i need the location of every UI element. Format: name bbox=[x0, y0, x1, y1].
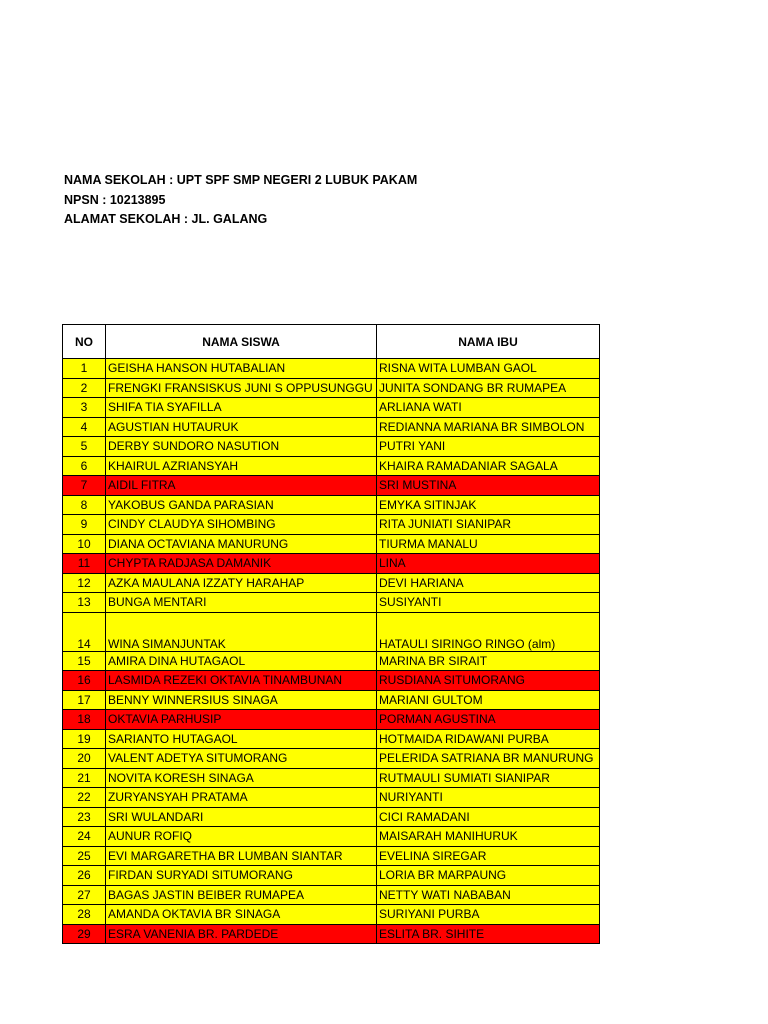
cell-nama-siswa: AMIRA DINA HUTAGAOL bbox=[106, 651, 377, 671]
cell-nama-siswa: BAGAS JASTIN BEIBER RUMAPEA bbox=[106, 885, 377, 905]
table-row bbox=[63, 417, 600, 437]
cell-nama-siswa: AZKA MAULANA IZZATY HARAHAP bbox=[106, 573, 377, 593]
cell-nama-siswa: FRENGKI FRANSISKUS JUNI S OPPUSUNGGU bbox=[106, 378, 377, 398]
cell-no: 5 bbox=[63, 437, 106, 457]
table-row bbox=[63, 495, 600, 515]
cell-nama-siswa: WINA SIMANJUNTAK bbox=[106, 612, 377, 651]
cell-no: 26 bbox=[63, 866, 106, 886]
column-header-no: NO bbox=[63, 325, 106, 359]
cell-no: 21 bbox=[63, 768, 106, 788]
table-row bbox=[63, 924, 600, 944]
cell-nama-ibu: KHAIRA RAMADANIAR SAGALA bbox=[377, 456, 600, 476]
school-header bbox=[64, 171, 417, 230]
cell-nama-siswa: YAKOBUS GANDA PARASIAN bbox=[106, 495, 377, 515]
table-row bbox=[63, 515, 600, 535]
cell-no: 6 bbox=[63, 456, 106, 476]
cell-no: 27 bbox=[63, 885, 106, 905]
cell-nama-siswa: SARIANTO HUTAGAOL bbox=[106, 729, 377, 749]
cell-nama-siswa: FIRDAN SURYADI SITUMORANG bbox=[106, 866, 377, 886]
cell-nama-siswa: CINDY CLAUDYA SIHOMBING bbox=[106, 515, 377, 535]
cell-nama-siswa: SRI WULANDARI bbox=[106, 807, 377, 827]
table-row bbox=[63, 437, 600, 457]
cell-nama-ibu: HATAULI SIRINGO RINGO (alm) bbox=[377, 612, 600, 651]
cell-no: 1 bbox=[63, 359, 106, 379]
cell-no: 19 bbox=[63, 729, 106, 749]
table-body bbox=[63, 359, 600, 944]
cell-no: 18 bbox=[63, 710, 106, 730]
cell-nama-siswa: ESRA VANENIA BR. PARDEDE bbox=[106, 924, 377, 944]
cell-nama-ibu: RITA JUNIATI SIANIPAR bbox=[377, 515, 600, 535]
cell-nama-ibu: EMYKA SITINJAK bbox=[377, 495, 600, 515]
cell-no: 7 bbox=[63, 476, 106, 496]
table-row bbox=[63, 827, 600, 847]
cell-nama-siswa: KHAIRUL AZRIANSYAH bbox=[106, 456, 377, 476]
cell-nama-ibu: CICI RAMADANI bbox=[377, 807, 600, 827]
table-row bbox=[63, 456, 600, 476]
table-row bbox=[63, 671, 600, 691]
table-row bbox=[63, 554, 600, 574]
cell-no: 23 bbox=[63, 807, 106, 827]
cell-nama-siswa: NOVITA KORESH SINAGA bbox=[106, 768, 377, 788]
cell-nama-siswa: CHYPTA RADJASA DAMANIK bbox=[106, 554, 377, 574]
cell-nama-ibu: RUTMAULI SUMIATI SIANIPAR bbox=[377, 768, 600, 788]
cell-nama-siswa: VALENT ADETYA SITUMORANG bbox=[106, 749, 377, 769]
cell-no: 9 bbox=[63, 515, 106, 535]
cell-nama-siswa: BUNGA MENTARI bbox=[106, 593, 377, 613]
table-row bbox=[63, 378, 600, 398]
cell-nama-siswa: LASMIDA REZEKI OKTAVIA TINAMBUNAN bbox=[106, 671, 377, 691]
cell-nama-ibu: PELERIDA SATRIANA BR MANURUNG bbox=[377, 749, 600, 769]
cell-no: 8 bbox=[63, 495, 106, 515]
cell-nama-siswa: SHIFA TIA SYAFILLA bbox=[106, 398, 377, 418]
cell-nama-ibu: HOTMAIDA RIDAWANI PURBA bbox=[377, 729, 600, 749]
cell-no: 17 bbox=[63, 690, 106, 710]
cell-nama-siswa: BENNY WINNERSIUS SINAGA bbox=[106, 690, 377, 710]
cell-nama-ibu: REDIANNA MARIANA BR SIMBOLON bbox=[377, 417, 600, 437]
cell-no: 10 bbox=[63, 534, 106, 554]
table-row bbox=[63, 729, 600, 749]
table-row bbox=[63, 690, 600, 710]
cell-nama-ibu: NURIYANTI bbox=[377, 788, 600, 808]
column-header-nama-ibu: NAMA IBU bbox=[377, 325, 600, 359]
table-header-row bbox=[63, 325, 600, 359]
cell-no: 12 bbox=[63, 573, 106, 593]
cell-nama-siswa: ZURYANSYAH PRATAMA bbox=[106, 788, 377, 808]
cell-nama-siswa: AUNUR ROFIQ bbox=[106, 827, 377, 847]
cell-no: 4 bbox=[63, 417, 106, 437]
cell-nama-siswa: EVI MARGARETHA BR LUMBAN SIANTAR bbox=[106, 846, 377, 866]
cell-no: 29 bbox=[63, 924, 106, 944]
cell-nama-ibu: NETTY WATI NABABAN bbox=[377, 885, 600, 905]
cell-no: 22 bbox=[63, 788, 106, 808]
table-row bbox=[63, 807, 600, 827]
cell-nama-ibu: LORIA BR MARPAUNG bbox=[377, 866, 600, 886]
table-row bbox=[63, 768, 600, 788]
cell-no: 25 bbox=[63, 846, 106, 866]
cell-nama-ibu: MAISARAH MANIHURUK bbox=[377, 827, 600, 847]
cell-nama-siswa: GEISHA HANSON HUTABALIAN bbox=[106, 359, 377, 379]
table-row bbox=[63, 612, 600, 651]
table-row bbox=[63, 476, 600, 496]
cell-nama-ibu: LINA bbox=[377, 554, 600, 574]
cell-no: 14 bbox=[63, 612, 106, 651]
table-row bbox=[63, 593, 600, 613]
cell-nama-siswa: AMANDA OKTAVIA BR SINAGA bbox=[106, 905, 377, 925]
cell-no: 2 bbox=[63, 378, 106, 398]
cell-no: 13 bbox=[63, 593, 106, 613]
cell-nama-ibu: DEVI HARIANA bbox=[377, 573, 600, 593]
column-header-nama-siswa: NAMA SISWA bbox=[106, 325, 377, 359]
cell-nama-ibu: RISNA WITA LUMBAN GAOL bbox=[377, 359, 600, 379]
table-row bbox=[63, 534, 600, 554]
cell-nama-siswa: AIDIL FITRA bbox=[106, 476, 377, 496]
cell-nama-siswa: DERBY SUNDORO NASUTION bbox=[106, 437, 377, 457]
table-row bbox=[63, 866, 600, 886]
cell-no: 16 bbox=[63, 671, 106, 691]
cell-nama-ibu: EVELINA SIREGAR bbox=[377, 846, 600, 866]
cell-nama-ibu: PUTRI YANI bbox=[377, 437, 600, 457]
table-row bbox=[63, 398, 600, 418]
table-row bbox=[63, 359, 600, 379]
cell-nama-ibu: MARINA BR SIRAIT bbox=[377, 651, 600, 671]
cell-nama-ibu: SUSIYANTI bbox=[377, 593, 600, 613]
table-row bbox=[63, 651, 600, 671]
cell-nama-ibu: JUNITA SONDANG BR RUMAPEA bbox=[377, 378, 600, 398]
cell-nama-ibu: SURIYANI PURBA bbox=[377, 905, 600, 925]
cell-no: 15 bbox=[63, 651, 106, 671]
cell-nama-siswa: AGUSTIAN HUTAURUK bbox=[106, 417, 377, 437]
student-table bbox=[62, 324, 600, 944]
table-row bbox=[63, 788, 600, 808]
cell-nama-ibu: TIURMA MANALU bbox=[377, 534, 600, 554]
table-row bbox=[63, 905, 600, 925]
cell-no: 11 bbox=[63, 554, 106, 574]
school-address: ALAMAT SEKOLAH : JL. GALANG bbox=[64, 212, 268, 226]
cell-nama-ibu: SRI MUSTINA bbox=[377, 476, 600, 496]
cell-nama-ibu: ESLITA BR. SIHITE bbox=[377, 924, 600, 944]
table-row bbox=[63, 885, 600, 905]
school-name: NAMA SEKOLAH : UPT SPF SMP NEGERI 2 LUBUK PAKAM bbox=[64, 173, 418, 187]
school-npsn: NPSN : 10213895 bbox=[64, 192, 166, 207]
cell-nama-siswa: DIANA OCTAVIANA MANURUNG bbox=[106, 534, 377, 554]
cell-nama-ibu: ARLIANA WATI bbox=[377, 398, 600, 418]
cell-nama-siswa: OKTAVIA PARHUSIP bbox=[106, 710, 377, 730]
table-row bbox=[63, 710, 600, 730]
cell-no: 24 bbox=[63, 827, 106, 847]
table-row bbox=[63, 846, 600, 866]
cell-no: 28 bbox=[63, 905, 106, 925]
cell-no: 3 bbox=[63, 398, 106, 418]
table-row bbox=[63, 749, 600, 769]
table-row bbox=[63, 573, 600, 593]
cell-no: 20 bbox=[63, 749, 106, 769]
cell-nama-ibu: PORMAN AGUSTINA bbox=[377, 710, 600, 730]
cell-nama-ibu: MARIANI GULTOM bbox=[377, 690, 600, 710]
cell-nama-ibu: RUSDIANA SITUMORANG bbox=[377, 671, 600, 691]
